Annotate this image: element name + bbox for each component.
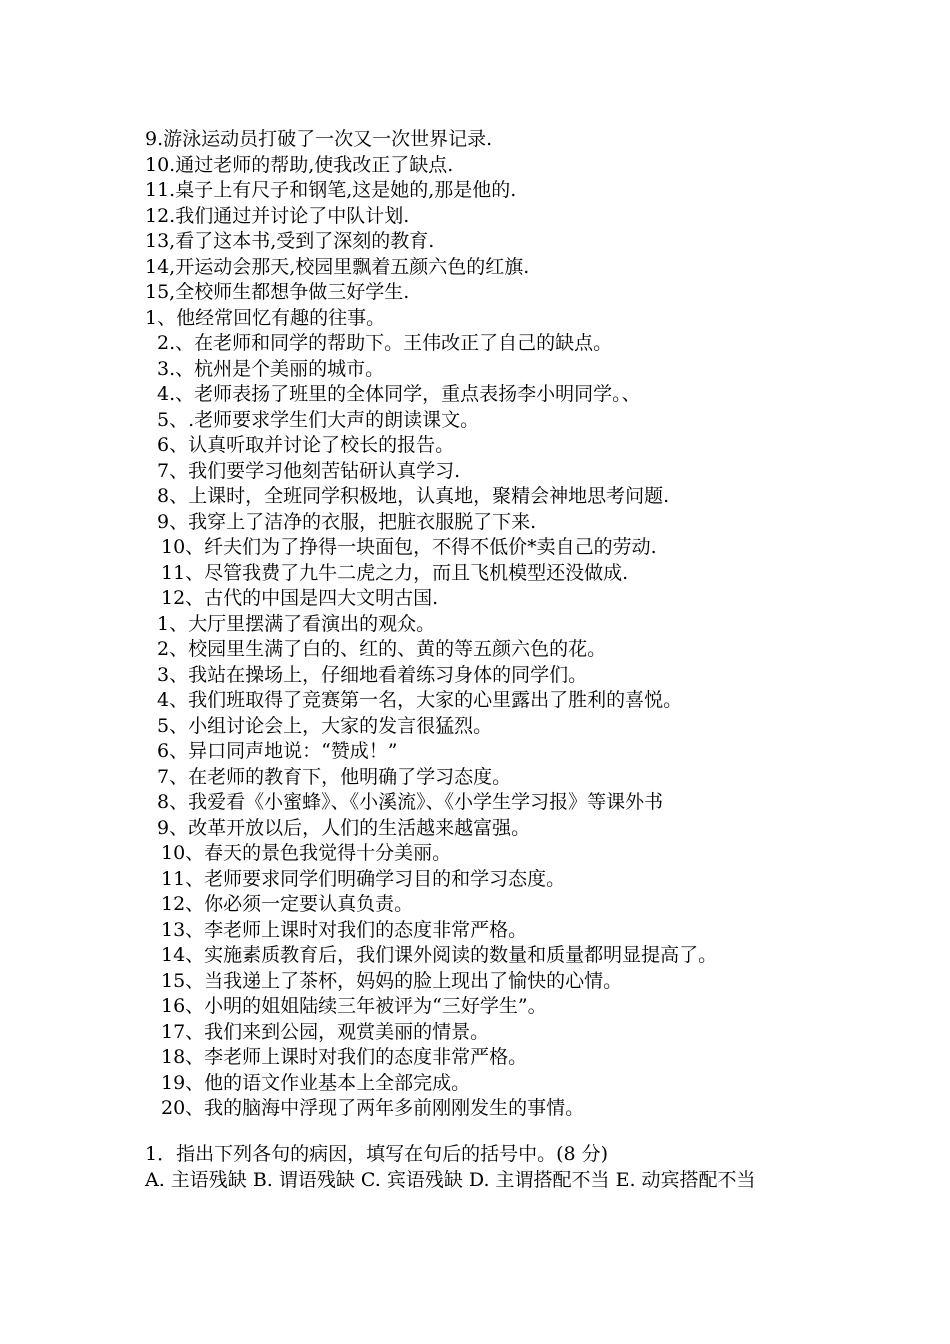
sentence-line: 5、小组讨论会上，大家的发言很猛烈。 (157, 714, 493, 737)
sentence-line: 4.、老师表扬了班里的全体同学，重点表扬李小明同学。、 (157, 383, 641, 405)
sentence-line: 9、改革开放以后，人们的生活越来越富强。 (157, 816, 531, 839)
answer-options: A. 主语残缺 B. 谓语残缺 C. 宾语残缺 D. 主谓搭配不当 E. 动宾搭配不当 (145, 1168, 756, 1191)
sentence-line: 19、他的语文作业基本上全部完成。 (161, 1071, 471, 1094)
sentence-line: 17、我们来到公园，观赏美丽的情景。 (161, 1020, 490, 1043)
sentence-line: 10、纤夫们为了挣得一块面包，不得不低价*卖自己的劳动. (161, 536, 657, 558)
sentence-line: 2.、在老师和同学的帮助下。王伟改正了自己的缺点。 (157, 332, 613, 354)
sentence-line: 9.游泳运动员打破了一次又一次世界记录. (145, 128, 493, 150)
sentence-line: 3.、杭州是个美丽的城市。 (157, 357, 385, 380)
sentence-line: 7、在老师的教育下，他明确了学习态度。 (157, 765, 512, 788)
sentence-line: 10、春天的景色我觉得十分美丽。 (161, 842, 452, 864)
sentence-line: 8、上课时，全班同学积极地，认真地，聚精会神地思考问题. (157, 485, 670, 507)
sentence-line: 16、小明的姐姐陆续三年被评为“三好学生”。 (161, 995, 547, 1017)
sentence-line: 5、.老师要求学生们大声的朗读课文。 (157, 408, 480, 431)
sentence-line: 18、李老师上课时对我们的态度非常严格。 (161, 1046, 528, 1068)
sentence-line: 20、我的脑海中浮现了两年多前刚刚发生的事情。 (161, 1097, 585, 1119)
question-section (145, 1142, 835, 1193)
sentence-line: 15,全校师生都想争做三好学生. (145, 281, 410, 303)
sentence-line: 4、我们班取得了竞赛第一名，大家的心里露出了胜利的喜悦。 (157, 689, 683, 711)
question-prompt: 1．指出下列各句的病因，填写在句后的括号中。(8 分) (145, 1143, 609, 1165)
sentence-line: 3、我站在操场上，仔细地看着练习身体的同学们。 (157, 663, 588, 686)
sentence-line: 9、我穿上了洁净的衣服，把脏衣服脱了下来. (157, 510, 537, 533)
sentence-line: 15、当我递上了茶杯，妈妈的脸上现出了愉快的心情。 (161, 969, 623, 992)
sentence-line: 12、你必须一定要认真负责。 (161, 893, 414, 915)
sentence-line: 10.通过老师的帮助,使我改正了缺点. (145, 153, 454, 176)
sentence-line: 11、尽管我费了九牛二虎之力，而且飞机模型还没做成. (161, 561, 629, 584)
sentence-list (145, 127, 835, 1122)
sentence-line: 6、认真听取并讨论了校长的报告。 (157, 434, 455, 456)
sentence-line: 13、李老师上课时对我们的态度非常严格。 (161, 918, 528, 941)
sentence-line: 6、异口同声地说：“赞成！” (157, 740, 398, 762)
sentence-line: 14、实施素质教育后，我们课外阅读的数量和质量都明显提高了。 (161, 944, 718, 966)
sentence-line: 13,看了这本书,受到了深刻的教育. (145, 230, 435, 252)
sentence-line: 12、古代的中国是四大文明古国. (161, 587, 439, 609)
sentence-line: 7、我们要学习他刻苦钻研认真学习. (157, 459, 461, 482)
sentence-line: 11.桌子上有尺子和钢笔,这是她的,那是他的. (145, 179, 517, 201)
sentence-line: 11、老师要求同学们明确学习目的和学习态度。 (161, 867, 566, 890)
sentence-line: 12.我们通过并讨论了中队计划. (145, 204, 410, 227)
sentence-line: 14,开运动会那天,校园里飘着五颜六色的红旗. (145, 255, 530, 278)
sentence-line: 1、大厅里摆满了看演出的观众。 (157, 612, 436, 635)
sentence-line: 8、我爱看《小蜜蜂》、《小溪流》、《小学生学习报》等课外书 (157, 791, 664, 813)
sentence-line: 2、校园里生满了白的、红的、黄的等五颜六色的花。 (157, 638, 607, 660)
sentence-line: 1、他经常回忆有趣的往事。 (145, 306, 386, 329)
